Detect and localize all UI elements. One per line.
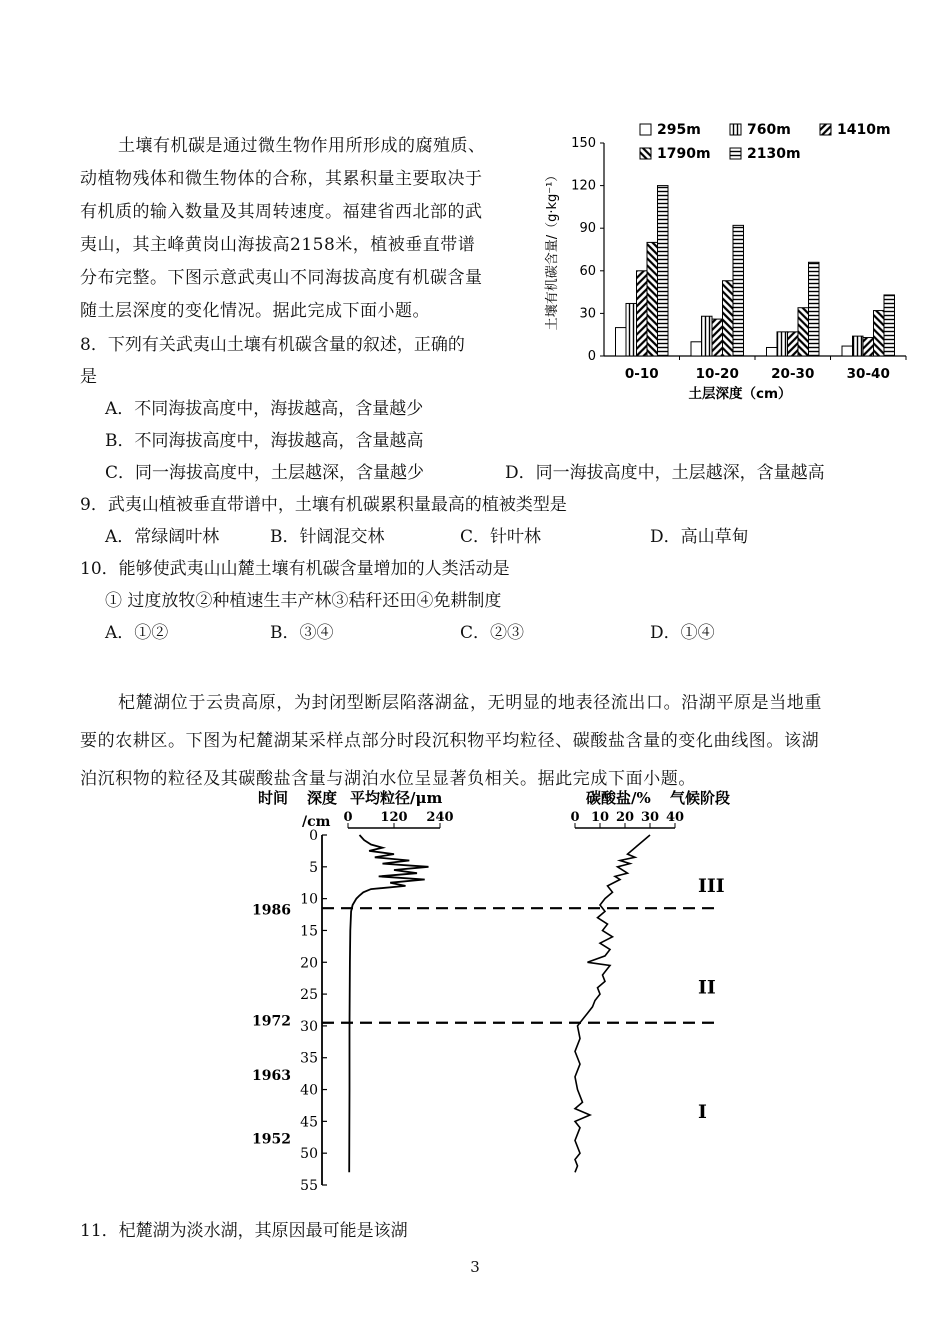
- bar-10-20-1410m: [712, 319, 723, 356]
- header-time: 时间: [258, 789, 289, 807]
- bar-0-10-295m: [616, 328, 627, 356]
- bar-0-10-1410m: [637, 271, 648, 356]
- bar-20-30-1410m: [788, 332, 799, 356]
- stage-label: I: [698, 1100, 707, 1123]
- depth-tick-label: 55: [300, 1178, 318, 1194]
- y-tick-label: 0: [587, 349, 596, 364]
- header-carbonate: 碳酸盐/%: [586, 789, 651, 807]
- bar-30-40-295m: [842, 346, 853, 356]
- legend-swatch-760m: [730, 124, 741, 135]
- depth-tick-label: 10: [300, 891, 318, 908]
- q10-option-c[interactable]: C．②③: [460, 623, 525, 643]
- legend-label-295m: 295m: [657, 122, 701, 138]
- bar-10-20-760m: [702, 316, 713, 356]
- depth-tick-label: 0: [309, 828, 318, 844]
- bar-10-20-2130m: [733, 225, 744, 356]
- q8-stem: 8．下列有关武夷山土壤有机碳含量的叙述，正确的: [80, 335, 465, 355]
- depth-tick-label: 15: [300, 923, 318, 940]
- passage-2-line: 要的农耕区。下图为杞麓湖某采样点部分时段沉积物平均粒径、碳酸盐含量的变化曲线图。该湖: [80, 731, 820, 751]
- y-tick-label: 90: [579, 221, 596, 237]
- carbonate-curve: [575, 835, 650, 1172]
- q9-stem: 9．武夷山植被垂直带谱中，土壤有机碳累积量最高的植被类型是: [80, 495, 567, 515]
- bar-30-40-1410m: [863, 338, 874, 356]
- legend-label-2130m: 2130m: [747, 146, 801, 162]
- grain-tick-label: 0: [343, 810, 353, 825]
- passage-1-line: 土壤有机碳是通过微生物作用所形成的腐殖质、: [118, 136, 486, 156]
- depth-tick-label: 50: [300, 1146, 318, 1163]
- q10-option-a[interactable]: A．①②: [105, 623, 169, 643]
- y-tick-label: 150: [571, 136, 596, 151]
- year-label: 1952: [252, 1131, 291, 1148]
- bar-30-40-1790m: [874, 311, 885, 356]
- depth-tick-label: 35: [300, 1050, 318, 1067]
- q8-option-c[interactable]: C．同一海拔高度中，土层越深，含量越少: [105, 463, 425, 483]
- passage-1-line: 动植物残体和微生物体的合称，其累积量主要取决于: [80, 169, 483, 189]
- year-label: 1986: [252, 902, 291, 919]
- y-tick-label: 60: [579, 263, 596, 279]
- header-depth: 深度: [307, 789, 338, 807]
- page-number: 3: [470, 1258, 480, 1276]
- q10-stem: 10．能够使武夷山山麓土壤有机碳含量增加的人类活动是: [80, 559, 510, 579]
- organic-carbon-bar-chart: [540, 118, 920, 408]
- bar-20-30-295m: [767, 347, 778, 356]
- bar-0-10-1790m: [647, 242, 658, 356]
- carbonate-tick-label: 30: [640, 810, 660, 825]
- depth-tick-label: 40: [300, 1082, 318, 1099]
- legend-swatch-295m: [640, 124, 651, 135]
- legend-swatch-2130m: [730, 148, 741, 159]
- x-tick-label: 10-20: [695, 366, 739, 382]
- legend-swatch-1790m: [640, 148, 651, 159]
- year-label: 1963: [252, 1067, 291, 1084]
- bar-10-20-295m: [691, 342, 702, 356]
- q11-stem: 11．杞麓湖为淡水湖，其原因最可能是该湖: [80, 1221, 408, 1241]
- bar-20-30-1790m: [798, 308, 809, 356]
- grain-tick-label: 120: [380, 810, 408, 825]
- header-grain: 平均粒径/μm: [350, 789, 443, 807]
- x-tick-label: 0-10: [624, 366, 659, 382]
- passage-1-line: 分布完整。下图示意武夷山不同海拔高度有机碳含量: [80, 268, 483, 288]
- bar-20-30-760m: [777, 332, 788, 356]
- bar-20-30-2130m: [809, 262, 820, 356]
- depth-tick-label: 25: [300, 987, 318, 1004]
- passage-1-line: 随土层深度的变化情况。据此完成下面小题。: [80, 301, 430, 321]
- q9-option-c[interactable]: C．针叶林: [460, 527, 542, 547]
- bar-10-20-1790m: [723, 281, 734, 356]
- y-tick-label: 30: [579, 306, 596, 322]
- year-label: 1972: [252, 1013, 291, 1030]
- bar-30-40-2130m: [884, 295, 895, 356]
- legend-label-760m: 760m: [747, 122, 791, 138]
- q8-option-a[interactable]: A．不同海拔高度中，海拔越高，含量越少: [105, 399, 424, 419]
- y-axis-label: 土壤有机碳含量/（g·kg⁻¹）: [545, 168, 560, 331]
- x-tick-label: 30-40: [846, 366, 890, 382]
- x-tick-label: 20-30: [771, 366, 815, 382]
- y-tick-label: 120: [571, 178, 596, 194]
- bar-0-10-760m: [626, 303, 637, 356]
- carbonate-tick-label: 0: [570, 810, 580, 825]
- grain-size-curve: [349, 835, 428, 1172]
- q10-option-b[interactable]: B．③④: [270, 623, 334, 643]
- q8-stem-cont: 是: [80, 367, 97, 387]
- passage-2-line: 泊沉积物的粒径及其碳酸盐含量与湖泊水位呈显著负相关。据此完成下面小题。: [80, 769, 696, 789]
- passage-1: [80, 130, 530, 328]
- q9-option-a[interactable]: A．常绿阔叶林: [105, 527, 220, 547]
- passage-2: [80, 684, 920, 798]
- legend-label-1410m: 1410m: [837, 122, 891, 138]
- depth-tick-label: 5: [309, 859, 318, 876]
- q10-items: ① 过度放牧②种植速生丰产林③秸秆还田④免耕制度: [105, 591, 502, 611]
- stage-label: II: [698, 976, 716, 999]
- bar-0-10-2130m: [658, 186, 669, 356]
- header-stage: 气候阶段: [670, 789, 730, 807]
- carbonate-tick-label: 10: [590, 810, 610, 825]
- q8-option-b[interactable]: B．不同海拔高度中，海拔越高，含量越高: [105, 431, 424, 451]
- legend-label-1790m: 1790m: [657, 146, 711, 162]
- x-axis-label: 土层深度（cm）: [688, 386, 792, 402]
- bar-30-40-760m: [853, 336, 864, 356]
- grain-tick-label: 240: [426, 810, 454, 825]
- passage-2-line: 杞麓湖位于云贵高原，为封闭型断层陷落湖盆，无明显的地表径流出口。沿湖平原是当地重: [118, 693, 822, 713]
- q9-option-b[interactable]: B．针阔混交林: [270, 527, 385, 547]
- q10-option-d[interactable]: D．①④: [650, 623, 715, 643]
- q8-option-d[interactable]: D．同一海拔高度中，土层越深，含量越高: [505, 463, 825, 483]
- q9-option-d[interactable]: D．高山草甸: [650, 527, 749, 547]
- carbonate-tick-label: 40: [665, 810, 685, 825]
- depth-tick-label: 20: [300, 955, 318, 972]
- stage-label: III: [698, 874, 725, 897]
- header-depth-unit: /cm: [302, 814, 331, 830]
- passage-1-line: 有机质的输入数量及其周转速度。福建省西北部的武: [80, 202, 483, 222]
- legend-swatch-1410m: [820, 124, 831, 135]
- passage-1-line: 夷山，其主峰黄岗山海拔高2158米，植被垂直带谱: [80, 235, 476, 255]
- sediment-profile-chart: [240, 782, 730, 1197]
- carbonate-tick-label: 20: [615, 810, 635, 825]
- depth-tick-label: 30: [300, 1018, 318, 1035]
- depth-tick-label: 45: [300, 1114, 318, 1131]
